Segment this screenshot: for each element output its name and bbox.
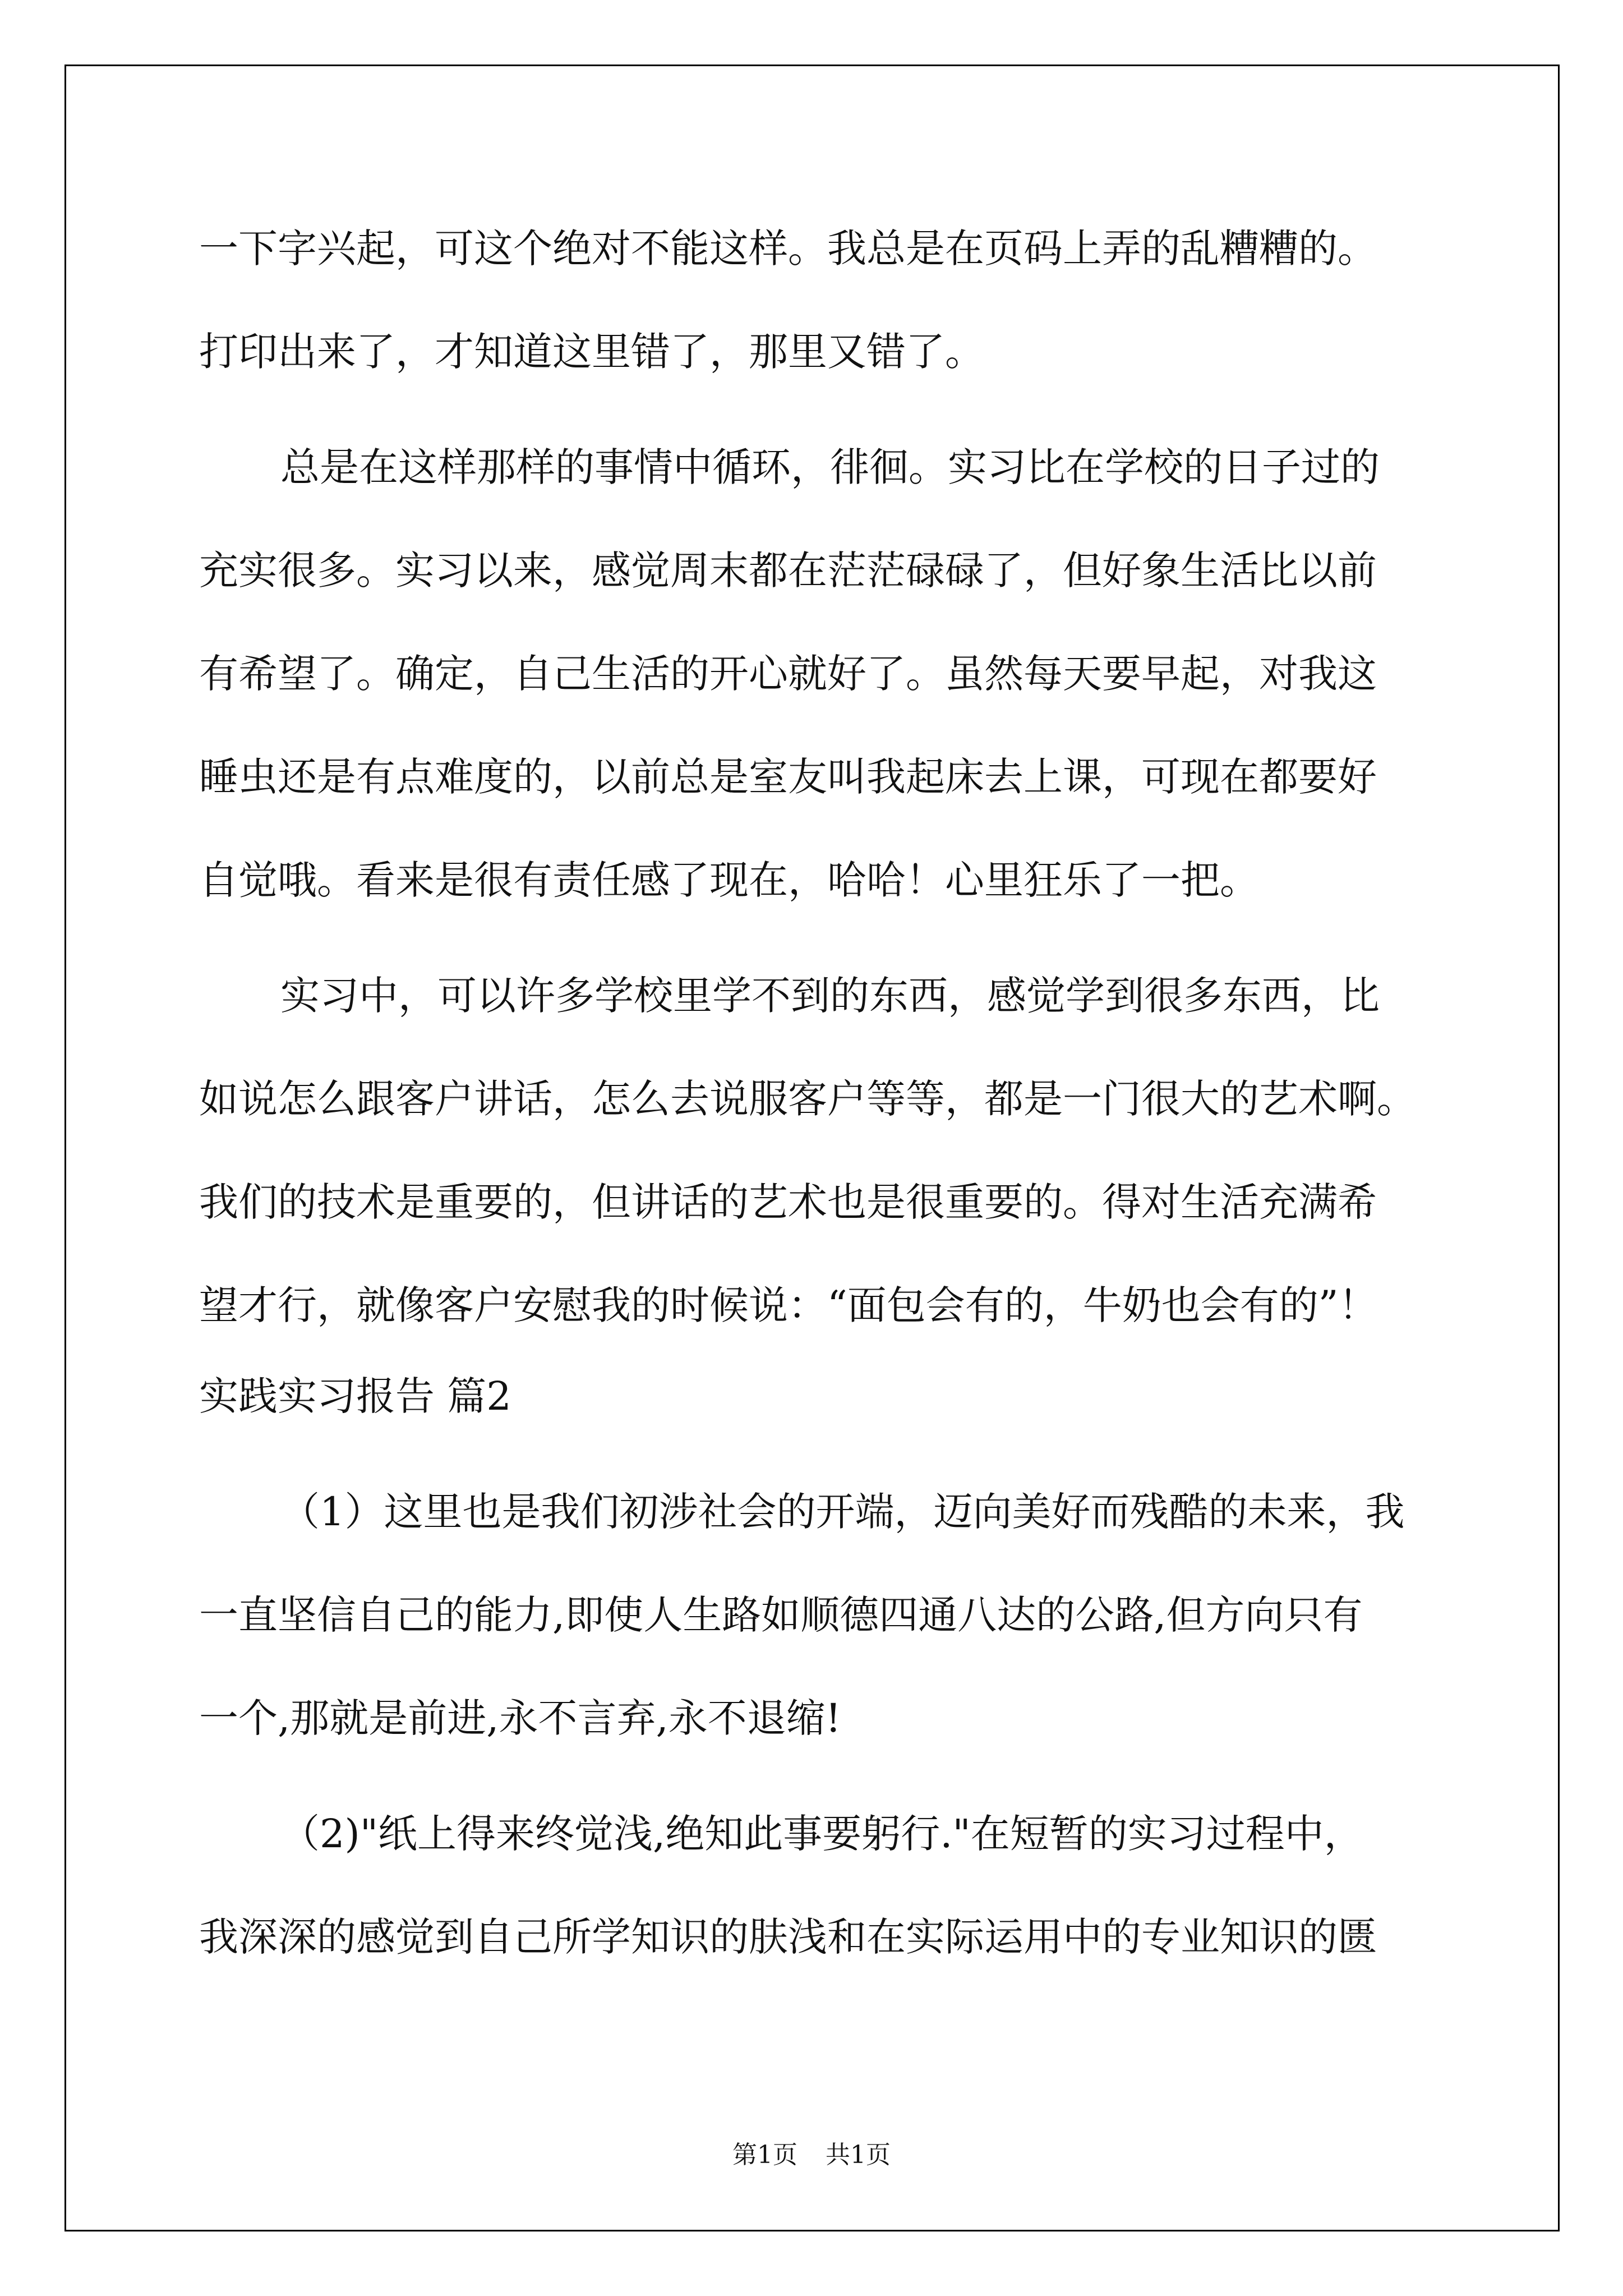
paragraph-start-line: （1）这里也是我们初涉社会的开端，迈向美好而残酷的未来，我: [280, 1489, 1405, 1535]
paragraph-start-line: （2)"纸上得来终觉浅,绝知此事要躬行."在短暂的实习过程中，: [280, 1811, 1363, 1857]
text-line: 望才行，就像客户安慰我的时候说：“面包会有的，牛奶也会有的”！: [199, 1282, 1378, 1328]
text-line: 如说怎么跟客户讲话，怎么去说服客户等等，都是一门很大的艺术啊。: [199, 1076, 1416, 1122]
page-footer: [0, 2134, 1623, 2170]
text-line: 一个,那就是前进,永不言弃,永不退缩!: [199, 1695, 841, 1741]
text-line: 打印出来了，才知道这里错了，那里又错了。: [199, 329, 984, 375]
paragraph-start-line: 实习中，可以许多学校里学不到的东西，感觉学到很多东西，比: [280, 973, 1380, 1019]
section-heading: 实践实习报告 篇2: [199, 1373, 511, 1419]
page-number: 第1页: [732, 2141, 797, 2169]
page-total: 共1页: [826, 2141, 891, 2169]
paragraph-start-line: 总是在这样那样的事情中循环，徘徊。实习比在学校的日子过的: [280, 444, 1380, 490]
text-line: 有希望了。确定，自己生活的开心就好了。虽然每天要早起，对我这: [199, 651, 1377, 697]
text-line: 一下字兴起，可这个绝对不能这样。我总是在页码上弄的乱糟糟的。: [199, 226, 1377, 272]
text-line: 一直坚信自己的能力,即使人生路如顺德四通八达的公路,但方向只有: [199, 1592, 1363, 1638]
page-border: [64, 65, 1560, 2231]
text-line: 我们的技术是重要的，但讲话的艺术也是很重要的。得对生活充满希: [199, 1179, 1377, 1225]
text-line: 充实很多。实习以来，感觉周末都在茫茫碌碌了，但好象生活比以前: [199, 547, 1377, 593]
text-line: 睡虫还是有点难度的，以前总是室友叫我起床去上课，可现在都要好: [199, 754, 1377, 800]
text-line: 自觉哦。看来是很有责任感了现在，哈哈！心里狂乐了一把。: [199, 857, 1259, 903]
text-line: 我深深的感觉到自己所学知识的肤浅和在实际运用中的专业知识的匮: [199, 1914, 1377, 1960]
